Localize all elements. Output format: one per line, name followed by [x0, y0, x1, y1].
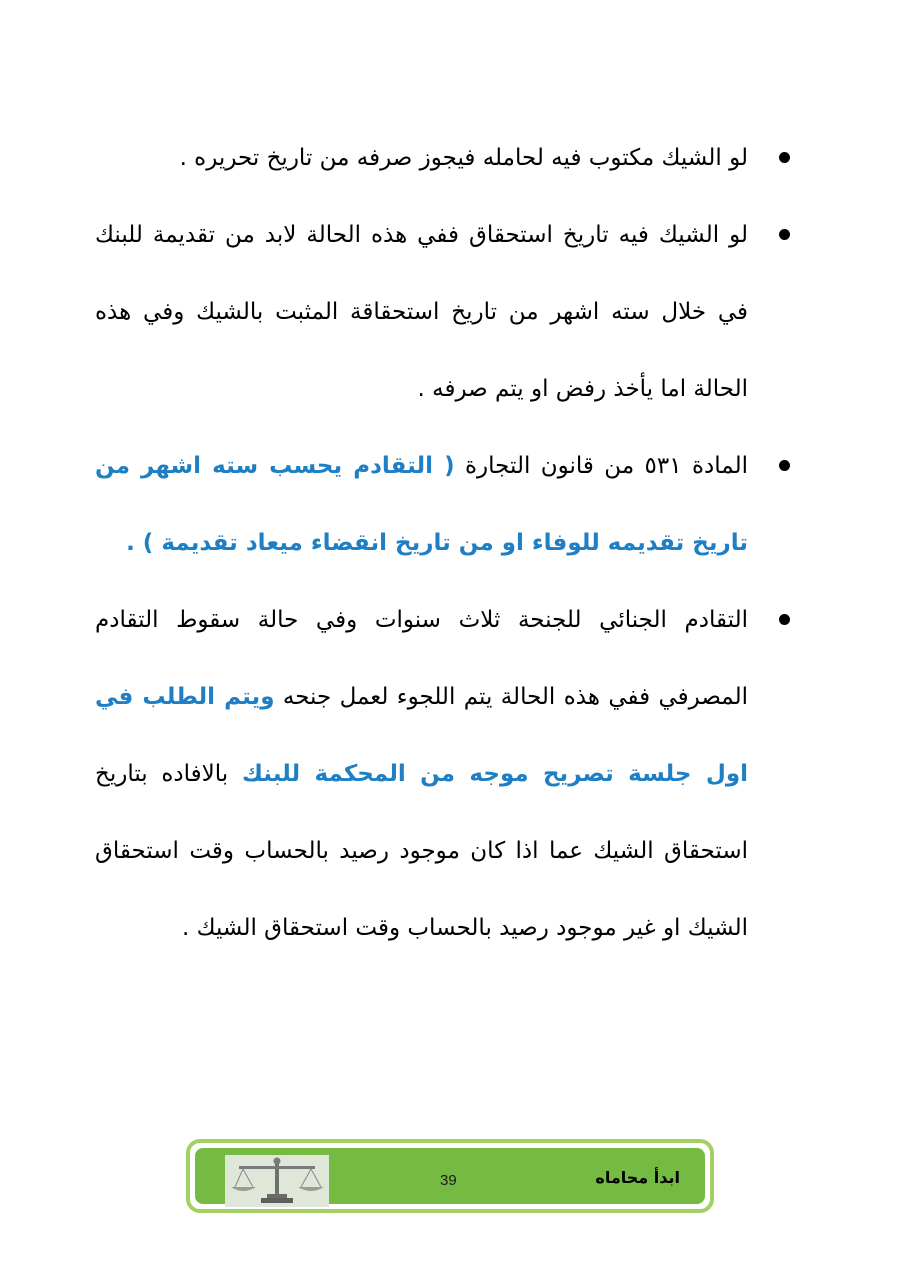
bullet-icon — [779, 229, 790, 240]
book-title: ابدأ محاماه — [595, 1168, 680, 1187]
scales-of-justice-icon — [225, 1155, 329, 1207]
bullet-paragraph — [95, 582, 810, 967]
bullet-icon — [779, 152, 790, 163]
footer-band — [195, 1148, 705, 1204]
bullet-paragraph — [95, 120, 810, 197]
bullet-icon — [779, 460, 790, 471]
document-body — [95, 120, 810, 967]
paragraph-text: لو الشيك فيه تاريخ استحقاق ففي هذه الحالة لابد من تقديمة للبنك في خلال سته اشهر من تاريخ استحقاقة المثبت بالشيك وفي هذه الحالة اما يأخذ رفض او يتم صرفه . — [95, 222, 748, 402]
highlighted-text: ويتم الطلب في اول جلسة تصريح موجه من المحكمة للبنك — [95, 684, 748, 787]
paragraph-text: بالافاده بتاريخ استحقاق الشيك عما اذا كان موجود رصيد بالحساب وقت استحقاق الشيك او غير موجود رصيد بالحساب وقت استحقاق الشيك . — [95, 761, 748, 941]
page-number: 39 — [440, 1172, 457, 1189]
bullet-paragraph — [95, 428, 810, 582]
highlighted-text: ( التقادم يحسب سته اشهر من تاريخ تقديمه للوفاء او من تاريخ انقضاء ميعاد تقديمة ) . — [95, 453, 748, 556]
paragraph-text: لو الشيك مكتوب فيه لحامله فيجوز صرفه من تاريخ تحريره . — [179, 145, 748, 171]
paragraph-text: المادة ٥٣١ من قانون التجارة — [454, 453, 748, 479]
bullet-icon — [779, 614, 790, 625]
page-footer — [186, 1139, 714, 1213]
paragraph-text: التقادم الجنائي للجنحة ثلاث سنوات وفي حالة سقوط التقادم المصرفي ففي هذه الحالة يتم اللجوء لعمل جنحه — [95, 607, 748, 710]
bullet-paragraph — [95, 197, 810, 428]
